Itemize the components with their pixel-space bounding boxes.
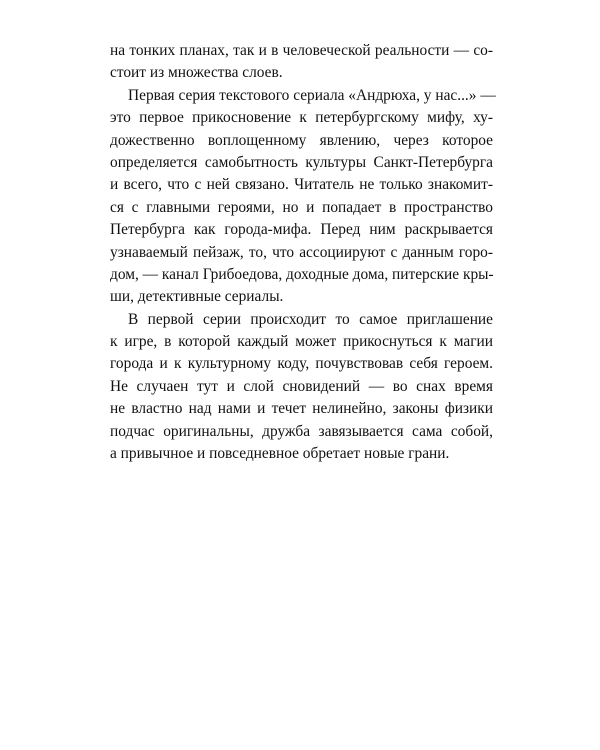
text-line: дом, — канал Грибоедова, доходные дома, питерские кры- xyxy=(110,265,494,283)
text-line: дожественно воплощенному явлению, через которое xyxy=(110,131,493,149)
text-line: и всего, что с ней связано. Читатель не только знакомит- xyxy=(110,176,493,194)
text-line: на тонких планах, так и в человеческой реальности — со- xyxy=(110,42,493,59)
text-line: Не случаен тут и слой сновидений — во снах время xyxy=(110,377,493,395)
text-line: стоит из множества слоев. xyxy=(110,64,283,82)
paragraph-first-line: В первой серии происходит то самое приглашение xyxy=(128,310,493,328)
text-line: ши, детективные сериалы. xyxy=(110,288,284,306)
text-line: не властно над нами и течет нелинейно, законы физики xyxy=(110,400,493,418)
text-line: города и к культурному коду, почувствовав себя героем. xyxy=(110,355,493,373)
text-line: к игре, в которой каждый может прикоснуться к магии xyxy=(110,333,493,351)
text-line: Петербурга как города-мифа. Перед ним раскрывается xyxy=(110,221,493,239)
text-line: подчас оригинальны, дружба завязывается сама собой, xyxy=(110,422,493,440)
text-line: ся с главными героями, но и попадает в пространство xyxy=(110,198,493,216)
text-line: а привычное и повседневное обретает новые грани. xyxy=(110,445,450,463)
text-line: это первое прикосновение к петербургскому мифу, ху- xyxy=(110,109,493,127)
paragraph-first-line: Первая серия текстового сериала «Андрюха, у нас...» — xyxy=(128,86,496,104)
body-text xyxy=(110,40,496,465)
text-line: определяется самобытность культуры Санкт-Петербурга xyxy=(110,153,493,171)
text-line: узнаваемый пейзаж, то, что ассоциируют с данным горо- xyxy=(110,243,493,261)
